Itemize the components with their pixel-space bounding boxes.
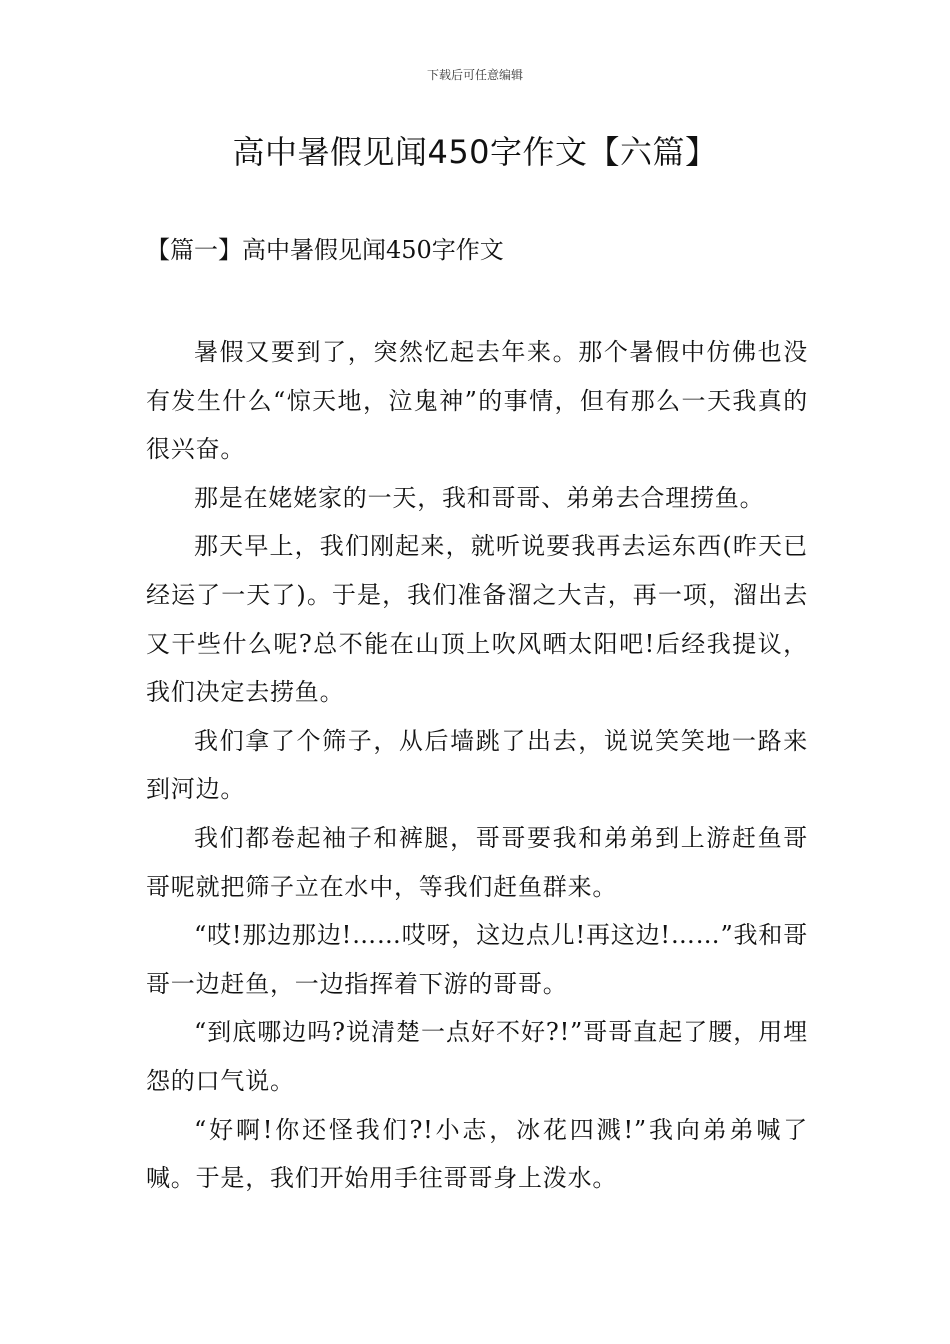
paragraph: 那天早上，我们刚起来，就听说要我再去运东西(昨天已经运了一天了)。于是，我们准备溜之大吉，再一项，溜出去又干些什么呢?总不能在山顶上吹风晒太阳吧!后经我提议，我们决定去捞鱼。 (146, 532, 808, 707)
section-heading: 【篇一】高中暑假见闻450字作文 (146, 236, 504, 264)
paragraph: “哎!那边那边!……哎呀，这边点儿!再这边!……”我和哥哥一边赶鱼，一边指挥着下游的哥哥。 (146, 921, 808, 998)
paragraph: “好啊!你还怪我们?!小志，冰花四溅!”我向弟弟喊了喊。于是，我们开始用手往哥哥身上泼水。 (146, 1115, 808, 1193)
document-title: 高中暑假见闻450字作文【六篇】 (232, 133, 718, 171)
paragraph: 我们拿了个筛子，从后墙跳了出去，说说笑笑地一路来到河边。 (146, 726, 808, 804)
header-note: 下载后可任意编辑 (426, 68, 523, 82)
paragraph: 我们都卷起袖子和裤腿，哥哥要我和弟弟到上游赶鱼哥哥呢就把筛子立在水中，等我们赶鱼群来。 (146, 823, 808, 901)
paragraph: “到底哪边吗?说清楚一点好不好?!”哥哥直起了腰，用埋怨的口气说。 (146, 1018, 808, 1095)
article-body (146, 328, 808, 1203)
paragraph: 暑假又要到了，突然忆起去年来。那个暑假中仿佛也没有发生什么“惊天地，泣鬼神”的事情，但有那么一天我真的很兴奋。 (146, 338, 808, 464)
paragraph: 那是在姥姥家的一天，我和哥哥、弟弟去合理捞鱼。 (194, 483, 765, 512)
